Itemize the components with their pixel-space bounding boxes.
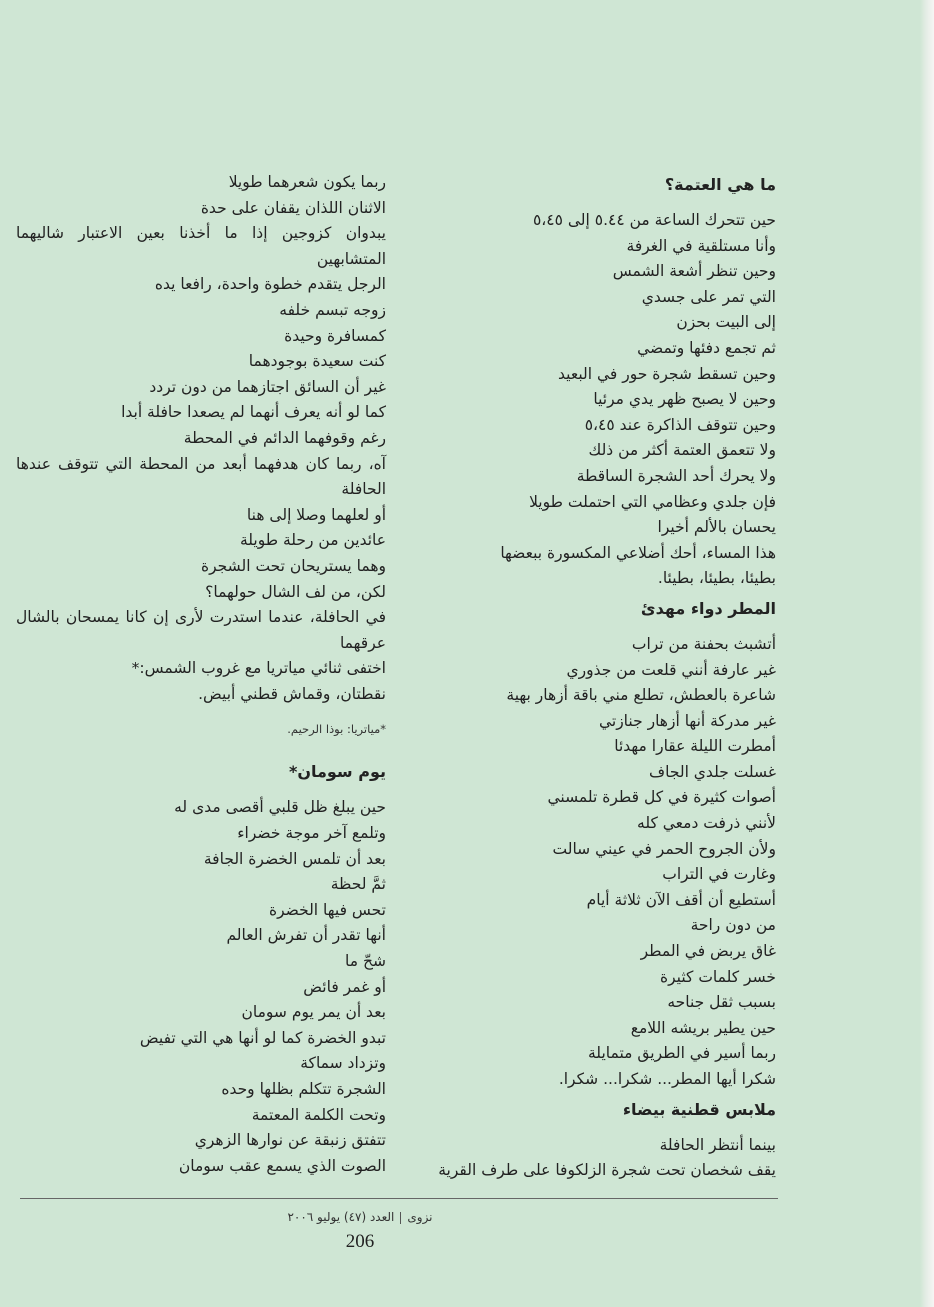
poem-line: وحين تتوقف الذاكرة عند ٥،٤٥ [584,415,776,434]
poem-line: ولأن الجروح الحمر في عيني سالت [552,839,776,858]
poem-line: من دون راحة [690,916,776,935]
footer-divider [20,1198,778,1199]
poem-line: غير مدركة أنها أزهار جنازتي [598,711,776,730]
poem-line: الرجل يتقدم خطوة واحدة، رافعا يده [154,275,386,294]
poem-line: أو غمر فائض [303,977,386,996]
page-edge [920,0,934,1307]
poem-line: عائدين من رحلة طويلة [239,531,386,550]
poem-line: حين يبلغ ظل قلبي أقصى مدى له [174,798,386,817]
poem-line: ولا يحرك أحد الشجرة الساقطة [576,466,776,485]
poem-line: لكن، من لف الشال حولهما؟ [205,582,386,601]
poem-line: وحين تسقط شجرة حور في البعيد [558,364,776,383]
poem-line: هذا المساء، أحك أضلاعي المكسورة ببعضها [500,543,776,562]
page-number: 206 [345,1231,375,1252]
poem-line: التي تمر على جسدي [641,287,776,306]
poem-title-rain-sedative: المطر دواء مهدئ [640,598,776,618]
poem-line: أنها تقدر أن تفرش العالم [226,926,386,945]
poem-line: كمسافرة وحيدة [284,326,386,345]
poem-line: ثم تجمع دفئها وتمضي [637,338,776,357]
left-column [16,170,386,1179]
poem-line: زوجه تبسم خلفه [279,300,386,319]
poem-line: وهما يستريحان تحت الشجرة [201,556,386,575]
poem-line: وحين لا يصبح ظهر يدي مرئيا [593,390,776,409]
poem-line: يقف شخصان تحت شجرة الزلكوفا على طرف القرية [438,1161,776,1180]
footnote-maitreya: *مياتريا: بوذا الرحيم. [287,722,386,737]
footer-info [0,1210,720,1224]
footer-separator [400,1212,401,1224]
poem-line: بعد أن تلمس الخضرة الجافة [203,849,386,868]
poem-line: شاعرة بالعطش، تطلع مني باقة أزهار بهية [506,686,776,705]
poem-line: حين يطير بريشه اللامع [630,1018,776,1037]
poem-line: وتزداد سماكة [300,1054,386,1073]
poem-line: لأنني ذرفت دمعي كله [637,814,776,833]
poem-line: بينما أنتظر الحافلة [659,1135,776,1154]
poem-line: تحس فيها الخضرة [268,900,386,919]
poem-line: غير عارفة أنني قلعت من جذوري [566,660,776,679]
poem-line: تبدو الخضرة كما لو أنها هي التي تفيض [139,1028,386,1047]
poem-line: رغم وقوفهما الدائم في المحطة [183,428,386,447]
poem-line: كما لو أنه يعرف أنهما لم يصعدا حافلة أبدا [121,403,386,422]
poem-line: أستطيع أن أقف الآن ثلاثة أيام [586,890,776,909]
poem-line: آه، ربما كان هدفهما أبعد من المحطة التي تتوقف عندها الحافلة [16,454,386,499]
poem-line: إلى البيت بحزن [676,313,776,332]
poem-line: أمطرت الليلة عقارا مهدئا [614,737,776,756]
poem-line: يبدوان كزوجين إذا ما أخذنا بعين الاعتبار شاليهما المتشابهين [16,224,386,268]
poem-line: بعد أن يمر يوم سومان [241,1003,386,1022]
poem-rain-sedative [406,632,776,1093]
poem-line: تتفتق زنبقة عن نوارها الزهري [194,1131,386,1150]
poem-soman-day [16,795,386,1179]
poem-line: وتحت الكلمة المعتمة [251,1105,386,1124]
poem-line: الشجرة تتكلم بظلها وحده [221,1080,386,1098]
poem-line: وغارت في التراب [662,865,776,884]
right-column [406,170,776,1184]
poem-line: شكرا أيها المطر... شكرا... شكرا. [558,1070,776,1088]
poem-line: ربما أسير في الطريق متمايلة [588,1044,776,1063]
poem-line: ولا تتعمق العتمة أكثر من ذلك [588,441,776,460]
poem-line: يحسان بالألم أخيرا [657,518,776,537]
poem-line: وأنا مستلقية في الغرفة [626,236,776,255]
poem-line: غير أن السائق اجتازهما من دون تردد [149,377,386,396]
poem-line: غسلت جلدي الجاف [649,762,776,781]
poem-line: في الحافلة، عندما استدرت لأرى إن كانا يمسحان بالشال عرقهما [16,608,386,652]
poem-line: خسر كلمات كثيرة [659,967,776,986]
issue-info: العدد (٤٧) يوليو ٢٠٠٦ [287,1210,395,1224]
poem-title-soman-day: يوم سومان* [288,762,386,782]
poem-line: ربما يكون شعرهما طويلا [228,173,386,191]
magazine-name: نزوى [407,1210,433,1224]
poem-line: غاق يربض في المطر [640,942,776,961]
poem-white-cotton-clothes [406,1133,776,1184]
poem-what-is-darkness [406,208,776,592]
poem-line: بطيئا، بطيئا، بطيئا. [657,569,776,588]
poem-line: فإن جلدي وعظامي التي احتملت طويلا [529,492,776,511]
poem-line: أو لعلهما وصلا إلى هنا [246,505,386,524]
poem-line: وتلمع آخر موجة خضراء [237,824,386,843]
poem-line: أصوات كثيرة في كل قطرة تلمسني [547,788,776,807]
poem-line: أتشبث بحفنة من تراب [631,634,776,653]
poem-line: حين تتحرك الساعة من ٥.٤٤ إلى ٥،٤٥ [532,211,776,229]
poem-line: الصوت الذي يسمع عقب سومان [178,1156,386,1175]
poem-line: بسبب ثقل جناحه [667,993,776,1012]
poem-line: شحّ ما [345,952,386,971]
poem-line: نقطتان، وقماش قطني أبيض. [198,684,386,703]
poem-line: اختفى ثنائي مياتريا مع غروب الشمس:* [131,659,386,678]
poem-title-what-is-darkness: ما هي العتمة؟ [664,175,776,194]
poem-line: وحين تنظر أشعة الشمس [612,262,776,281]
poem-white-cotton-clothes-continued [16,170,386,707]
poem-line: كنت سعيدة بوجودهما [248,352,386,371]
poem-line: الاثنان اللذان يقفان على حدة [200,198,386,217]
poem-title-white-cotton-clothes: ملابس قطنية بيضاء [622,1099,776,1119]
poem-line: ثمَّ لحظة [330,875,386,894]
